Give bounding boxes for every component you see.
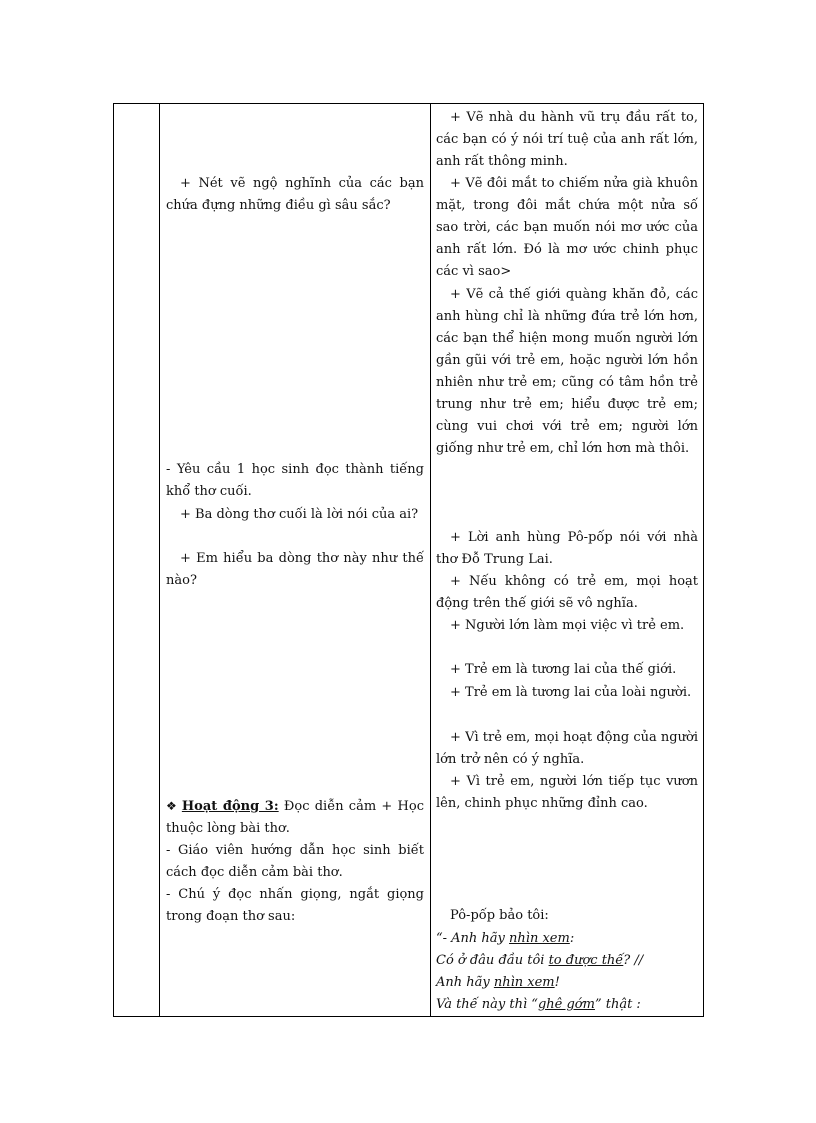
guide-read-expressively: - Giáo viên hướng dẫn học sinh biết cách đọc diễn cảm bài thơ. — [166, 843, 424, 880]
poem-text: ! — [554, 975, 560, 990]
column-divider-2 — [430, 104, 431, 1016]
poem-emphasis: to được thế — [548, 953, 624, 968]
answer-popov-words: + Lời anh hùng Pô-pốp nói với nhà thơ Đỗ Trung Lai. — [436, 530, 698, 567]
poem-text: : — [569, 931, 575, 946]
answer-for-children: + Người lớn làm mọi việc vì trẻ em. — [450, 618, 685, 633]
poem-line-3 — [436, 972, 698, 994]
poem-emphasis: nhìn xem — [509, 931, 570, 946]
question-drawing-meaning: + Nét vẽ ngộ nghĩnh của các bạn chứa đựng những điều gì sâu sắc? — [166, 176, 424, 213]
poem-text: “- Anh hãy — [436, 931, 510, 946]
question-understanding: + Em hiểu ba dòng thơ này như thế nào? — [166, 551, 424, 588]
answer-meaningful: + Vì trẻ em, mọi hoạt động của người lớn trở nên có ý nghĩa. — [436, 730, 698, 767]
poem-line-4 — [436, 994, 698, 1016]
poem-emphasis: ghê gớm — [537, 997, 595, 1012]
answer-big-head: + Vẽ nhà du hành vũ trụ đầu rất to, các bạn có ý nói trí tuệ của anh rất lớn, anh rất thông minh. — [436, 110, 698, 169]
answer-future-humanity: + Trẻ em là tương lai của loài người. — [450, 685, 692, 700]
diamond-bullet-icon: ❖ — [166, 799, 178, 813]
guide-emphasis: - Chú ý đọc nhấn giọng, ngắt giọng trong đoạn thơ sau: — [166, 887, 424, 924]
activity-3-title: Hoạt động 3: — [181, 799, 279, 814]
lesson-table — [113, 103, 704, 1017]
question-who-speaks: + Ba dòng thơ cuối là lời nói của ai? — [180, 507, 419, 522]
request-read-last-verse: - Yêu cầu 1 học sinh đọc thành tiếng khổ thơ cuối. — [166, 462, 424, 499]
poem-text: Và thế này thì “ — [436, 997, 538, 1012]
answer-big-eyes: + Vẽ đôi mắt to chiếm nửa già khuôn mặt, trong đôi mắt chứa một nửa số sao trời, các bạn muốn nói mơ ước của anh rất lớn. Đó là mơ ước chinh phục các vì sao> — [436, 176, 698, 279]
answer-future-world: + Trẻ em là tương lai của thế giới. — [450, 662, 677, 677]
poem-text: ” thật : — [594, 997, 641, 1012]
activity-3-text: Đọc diễn cảm + Học thuộc lòng bài thơ. — [166, 799, 424, 836]
column-divider-1 — [159, 104, 160, 1016]
answer-reach-peaks: + Vì trẻ em, người lớn tiếp tục vươn lên, chinh phục những đỉnh cao. — [436, 774, 698, 811]
poem-emphasis: nhìn xem — [493, 975, 555, 990]
poem-text: ? // — [623, 953, 644, 968]
answer-red-scarf: + Vẽ cả thế giới quàng khăn đỏ, các anh hùng chỉ là những đứa trẻ lớn hơn, các bạn thể hiện mong muốn người lớn gần gũi với trẻ em, hoặc người lớn hồn nhiên như trẻ em; cũng có tâm hồn trẻ trung như trẻ em; hiểu được trẻ em; cùng vui chơi với trẻ em; người lớn giống như trẻ em, chỉ lớn hơn mà thôi. — [436, 287, 698, 456]
poem-line-2 — [436, 950, 698, 972]
poem-intro: Pô-pốp bảo tôi: — [450, 908, 549, 923]
poem-text: Có ở đâu đầu tôi — [436, 953, 549, 968]
poem-text: Anh hãy — [436, 975, 494, 990]
activity-3-block — [166, 795, 424, 840]
answer-no-children: + Nếu không có trẻ em, mọi hoạt động trên thế giới sẽ vô nghĩa. — [436, 574, 698, 611]
poem-line-1 — [436, 928, 698, 950]
